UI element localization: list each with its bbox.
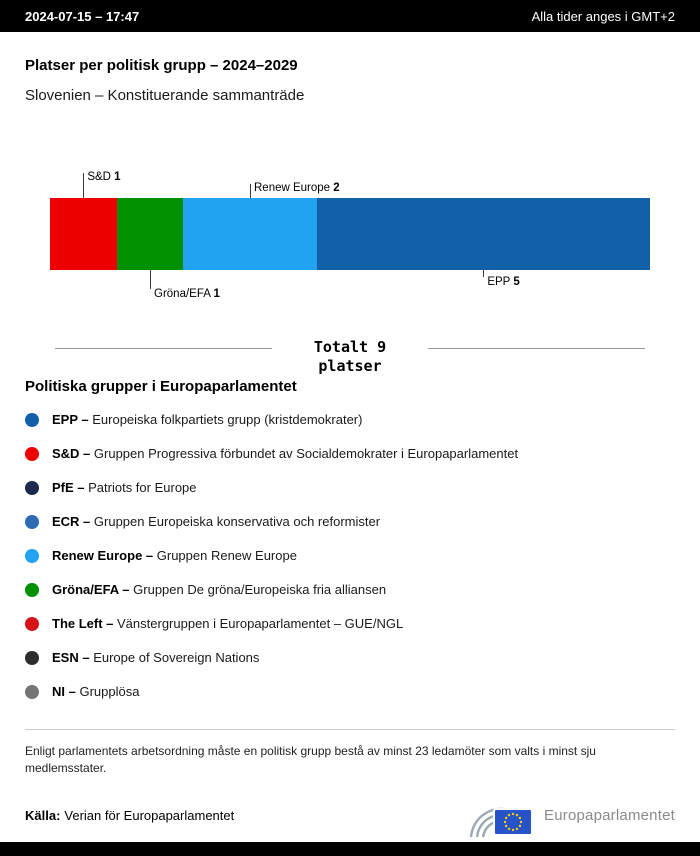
bar-segment-s-d <box>50 198 117 270</box>
source-line <box>25 808 234 823</box>
source-text: Verian för Europaparlamentet <box>64 807 235 823</box>
legend-item-esn <box>25 641 675 675</box>
page-title: Platser per politisk grupp – 2024–2029 <box>25 57 298 74</box>
bar-segment-renew-europe <box>183 198 316 270</box>
top-bar <box>0 0 700 32</box>
bar-segment-epp <box>317 198 650 270</box>
callout-label: EPP 5 <box>487 276 520 288</box>
legend-item-text: Gröna/EFA – Gruppen De gröna/Europeiska fria alliansen <box>52 582 387 597</box>
rule-right <box>428 348 645 349</box>
legend-item-text: ECR – Gruppen Europeiska konservativa och reformister <box>52 514 381 529</box>
legend-color-dot <box>25 549 39 563</box>
timezone-note: Alla tider anges i GMT+2 <box>531 8 675 24</box>
legend-color-dot <box>25 651 39 665</box>
callout-line <box>150 270 151 289</box>
legend-heading: Politiska grupper i Europaparlamentet <box>25 377 297 395</box>
legend-item-text: EPP – Europeiska folkpartiets grupp (kristdemokrater) <box>52 412 363 427</box>
rule-left <box>55 348 272 349</box>
legend-color-dot <box>25 515 39 529</box>
legend-item-s-d <box>25 437 675 471</box>
legend-color-dot <box>25 617 39 631</box>
legend-item-text: S&D – Gruppen Progressiva förbundet av Socialdemokrater i Europaparlamentet <box>52 446 519 461</box>
brand-name: Europaparlamentet <box>544 806 675 824</box>
total-seats-line2: platser <box>318 356 382 375</box>
legend-item-renew-europe <box>25 539 675 573</box>
stacked-bar <box>50 198 650 270</box>
legend-color-dot <box>25 685 39 699</box>
legend-color-dot <box>25 447 39 461</box>
europarl-logo <box>468 793 534 837</box>
legend-item-text: Renew Europe – Gruppen Renew Europe <box>52 548 297 563</box>
total-seats-line1: Totalt 9 <box>313 338 387 356</box>
callout-line <box>83 173 84 198</box>
legend-item-text: The Left – Vänstergruppen i Europaparlamentet – GUE/NGL <box>52 616 404 631</box>
callout-label: Renew Europe 2 <box>254 182 340 194</box>
legend-item-the-left <box>25 607 675 641</box>
seats-bar-chart <box>50 160 650 312</box>
total-seats-row <box>55 338 645 376</box>
callout-label: S&D 1 <box>87 171 121 183</box>
total-seats-label <box>314 338 386 376</box>
legend-color-dot <box>25 413 39 427</box>
bar-segment-gr-na-efa <box>117 198 184 270</box>
callout-line <box>250 184 251 198</box>
callout-line <box>483 270 484 277</box>
footnote-text: Enligt parlamentets arbetsordning måste en politisk grupp bestå av minst 23 ledamöter som valts i minst sju medlemsstater. <box>25 743 596 775</box>
legend-item-text: NI – Grupplösa <box>52 684 140 699</box>
legend-item-ni <box>25 675 675 709</box>
divider-line <box>25 729 675 730</box>
callout-label: Gröna/EFA 1 <box>154 288 220 300</box>
legend-list <box>25 403 675 709</box>
legend-item-ecr <box>25 505 675 539</box>
legend-item-epp <box>25 403 675 437</box>
page-subtitle: Slovenien – Konstituerande sammanträde <box>25 87 305 104</box>
legend-item-gr-na-efa <box>25 573 675 607</box>
legend-item-text: PfE – Patriots for Europe <box>52 480 197 495</box>
source-label: Källa: <box>25 807 61 823</box>
legend-color-dot <box>25 583 39 597</box>
bottom-bar <box>0 842 700 856</box>
legend-item-text: ESN – Europe of Sovereign Nations <box>52 650 260 665</box>
legend-color-dot <box>25 481 39 495</box>
datetime-label: 2024-07-15 – 17:47 <box>25 8 140 24</box>
footer <box>25 793 675 837</box>
brand-block <box>468 793 675 837</box>
legend-item-pfe <box>25 471 675 505</box>
content-area <box>0 57 700 837</box>
